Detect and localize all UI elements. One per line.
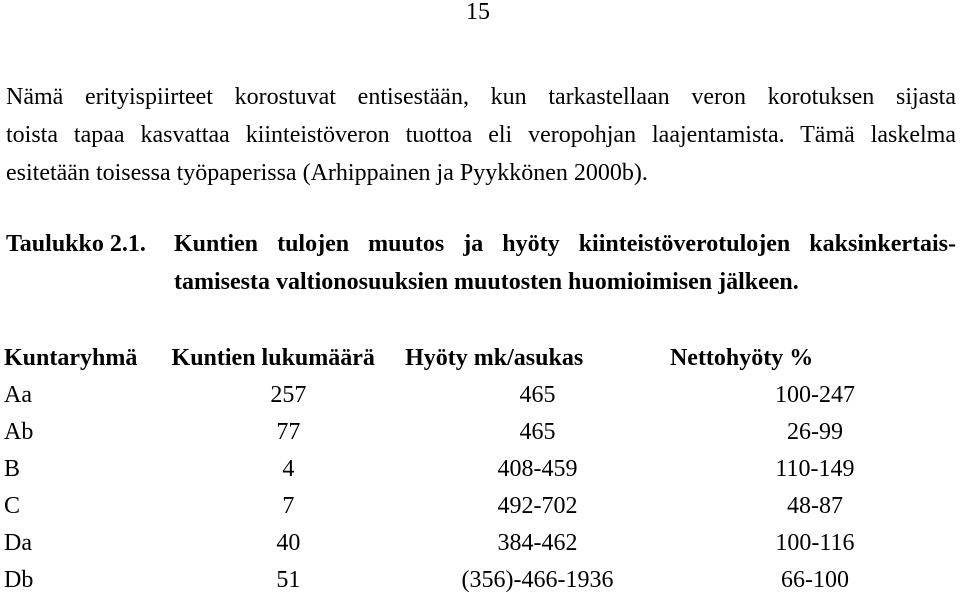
table-cell: 465	[519, 382, 556, 408]
table-cell: 7	[282, 493, 295, 519]
table-cell: 40	[276, 530, 301, 556]
table-cell: 100-247	[774, 382, 855, 408]
table-cell: 100-116	[775, 530, 855, 556]
table-row	[4, 562, 960, 599]
table-header-row	[4, 340, 960, 377]
table-cell: 4	[282, 456, 295, 482]
table-row	[4, 414, 960, 451]
table-cell: 465	[519, 419, 556, 445]
caption-line: tamisesta valtionosuuksien muutosten huomioimisen jälkeen.	[174, 269, 799, 295]
table-cell: 26-99	[786, 419, 843, 445]
table-cell: 51	[276, 567, 301, 593]
table-cell: 110-149	[775, 456, 855, 482]
table-cell: Aa	[4, 382, 32, 408]
page-number: 15	[466, 0, 490, 25]
body-paragraph	[6, 78, 956, 192]
column-header: Kuntien lukumäärä	[171, 345, 375, 371]
table-row	[4, 525, 960, 562]
table-cell: C	[4, 493, 21, 519]
data-table	[4, 340, 960, 599]
paragraph-line: toista tapaa kasvattaa kiinteistöveron tuottoa eli veropohjan laajentamista. Tämä laskelma	[6, 122, 956, 148]
paragraph-line: Nämä erityispiirteet korostuvat entisestään, kun tarkastellaan veron korotuksen sijasta	[6, 84, 956, 110]
table-cell: 492-702	[497, 493, 578, 519]
table-row	[4, 377, 960, 414]
table-cell: Da	[4, 530, 32, 556]
table-cell: 66-100	[780, 567, 849, 593]
caption-line: Kuntien tulojen muutos ja hyöty kiinteistöverotulojen kaksinkertais-	[174, 231, 956, 257]
table-cell: (356)-466-1936	[461, 567, 614, 593]
table-cell: 384-462	[497, 530, 578, 556]
table-cell: B	[4, 456, 21, 482]
table-cell: 257	[270, 382, 307, 408]
table-caption-text	[174, 225, 956, 301]
column-header: Nettohyöty %	[669, 345, 814, 371]
table-caption-label: Taulukko 2.1.	[6, 231, 146, 257]
paragraph-line: esitetään toisessa työpaperissa (Arhippainen ja Pyykkönen 2000b).	[6, 160, 648, 186]
table-cell: Db	[4, 567, 34, 593]
table-cell: 48-87	[786, 493, 843, 519]
table-row	[4, 451, 960, 488]
table-cell: 77	[276, 419, 301, 445]
table-cell: Ab	[4, 419, 34, 445]
table-row	[4, 488, 960, 525]
table-cell: 408-459	[497, 456, 578, 482]
column-header: Kuntaryhmä	[4, 345, 138, 371]
column-header: Hyöty mk/asukas	[405, 345, 584, 371]
